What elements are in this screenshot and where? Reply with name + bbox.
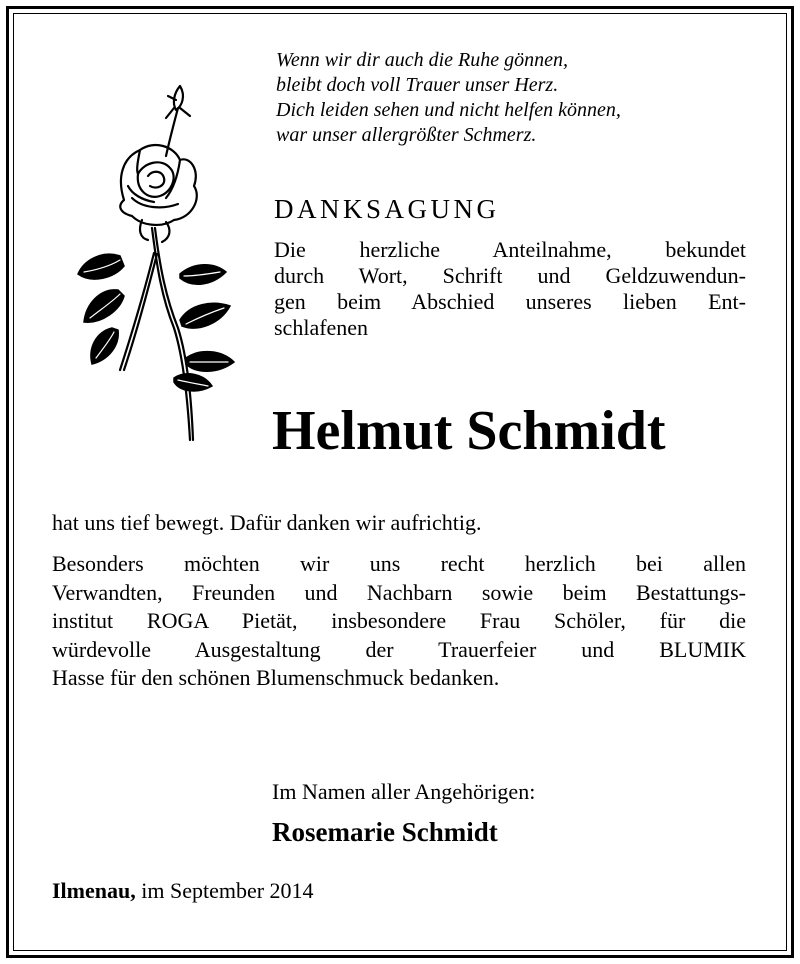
poem-line: war unser allergrößter Schmerz.: [276, 124, 537, 146]
body-line: Verwandten, Freunden und Nachbarn sowie beim Bestattungs-: [52, 579, 746, 605]
intro-paragraph: [274, 237, 746, 341]
body-line: Besonders möchten wir uns recht herzlich bei allen: [52, 551, 746, 576]
intro-line: durch Wort, Schrift und Geldzuwendun-: [274, 263, 746, 288]
date: im September 2014: [141, 878, 314, 903]
body-line: Hasse für den schönen Blumenschmuck bedanken.: [52, 665, 500, 690]
poem-line: Wenn wir dir auch die Ruhe gönnen,: [276, 49, 569, 71]
poem-line: bleibt doch voll Trauer unser Herz.: [276, 74, 559, 96]
poem: [276, 48, 746, 148]
heading: DANKSAGUNG: [274, 194, 500, 224]
place-date: [52, 877, 314, 905]
signer-name: Rosemarie Schmidt: [272, 817, 498, 847]
intro-line: Die herzliche Anteilnahme, bekundet: [274, 237, 746, 262]
place: Ilmenau,: [52, 878, 136, 903]
body-paragraph: [52, 550, 746, 693]
closing-line: Im Namen aller Angehörigen:: [272, 779, 536, 804]
body-line: institut ROGA Pietät, insbesondere Frau Schöler, für die: [52, 608, 746, 633]
body-line: würdevolle Ausgestaltung der Trauerfeier und BLUMIK: [52, 636, 746, 662]
intro-line: gen beim Abschied unseres lieben Ent-: [274, 289, 746, 314]
thanks-line: hat uns tief bewegt. Dafür danken wir aufrichtig.: [52, 510, 482, 535]
poem-line: Dich leiden sehen und nicht helfen können,: [276, 99, 621, 121]
rose-icon: [62, 78, 258, 448]
deceased-name: Helmut Schmidt: [272, 400, 666, 462]
intro-line: schlafenen: [274, 315, 369, 340]
